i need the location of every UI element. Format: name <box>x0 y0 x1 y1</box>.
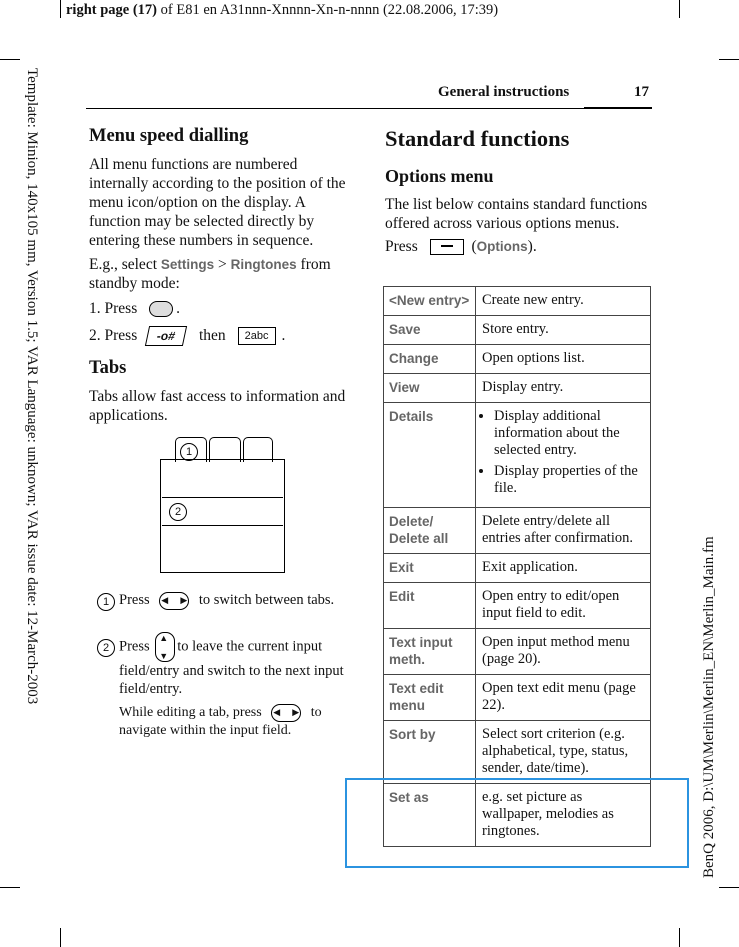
item-2-note <box>119 704 357 740</box>
item-1-text-b: to switch between tabs. <box>198 592 335 608</box>
option-key: Change <box>384 345 476 374</box>
item-1-text-a: Press <box>119 592 150 608</box>
header-rule-thick <box>584 107 652 109</box>
speed-dialling-heading: Menu speed dialling <box>89 126 249 146</box>
crop-mark <box>60 0 61 18</box>
item-2-text-b: to leave the current input field/entry and switch to the next input field/entry. <box>119 638 344 697</box>
step-1-num: 1. <box>89 300 101 317</box>
option-key: Text input meth. <box>384 629 476 675</box>
crop-mark <box>679 0 680 18</box>
page-number: 17 <box>634 84 649 100</box>
options-open: ( <box>471 238 477 255</box>
option-key: Sort by <box>384 721 476 784</box>
options-table-row <box>384 287 651 316</box>
step-2-end: . <box>281 327 286 344</box>
option-description: Store entry. <box>476 316 651 345</box>
left-margin-text: Template: Minion, 140x105 mm, Version 1.5; VAR Language: unknown; VAR issue date: 12-March-2003 <box>24 68 40 705</box>
option-description: Exit application. <box>476 554 651 583</box>
crop-mark <box>679 928 680 947</box>
crop-mark <box>60 928 61 947</box>
speed-dialling-para: All menu functions are numbered internally according to the position of the menu icon/option on the display. A function may be selected directly by entering these numbers in sequence. <box>89 156 346 249</box>
tabs-item-1 <box>97 591 357 610</box>
option-bullet: • Display additional information about the selected entry. <box>494 408 646 459</box>
option-description: Open options list. <box>476 345 651 374</box>
step-2-text: Press <box>104 327 138 344</box>
center-key-icon <box>149 301 173 317</box>
options-table-row <box>384 345 651 374</box>
left-column <box>89 126 354 425</box>
options-close: ). <box>527 238 537 255</box>
eg-settings: Settings <box>160 257 215 272</box>
eg-ringtones: Ringtones <box>230 257 297 272</box>
option-description: Delete entry/delete all entries after confirmation. <box>476 508 651 554</box>
soft-key-icon <box>430 239 464 255</box>
tabs-heading: Tabs <box>89 358 127 379</box>
print-header-rest: of E81 en A31nnn-Xnnnn-Xn-n-nnnn (22.08.2006, 17:39) <box>157 2 499 18</box>
standard-functions-heading: Standard functions <box>385 126 570 151</box>
item-2-note-a: While editing a tab, press <box>119 705 262 721</box>
option-key: Save <box>384 316 476 345</box>
option-description: Open text edit menu (page 22). <box>476 675 651 721</box>
options-menu-heading: Options menu <box>385 166 494 186</box>
header-rule <box>86 108 652 109</box>
options-press-line <box>385 237 651 256</box>
option-bullet: • Display properties of the file. <box>494 463 646 497</box>
option-description: e.g. set picture as wallpaper, melodies as ringtones. <box>476 784 651 847</box>
step-1 <box>89 299 354 318</box>
step-2-then: then <box>198 327 226 344</box>
option-description: Open input method menu (page 20). <box>476 629 651 675</box>
left-right-nav-icon-2: ◀ ▶ <box>271 704 301 722</box>
option-description <box>476 403 651 508</box>
print-header-label: right page (17) <box>66 2 158 18</box>
option-description: Display entry. <box>476 374 651 403</box>
callout-2-marker: 2 <box>97 639 115 657</box>
options-table-row <box>384 554 651 583</box>
key-2-icon <box>238 327 276 345</box>
options-table-row <box>384 721 651 784</box>
right-margin-text: BenQ 2006, D:\UM\Merlin\Merlin_EN\Merlin_Main.fm <box>701 536 717 878</box>
hash-key-label: -o# <box>155 329 177 344</box>
options-table-row <box>384 374 651 403</box>
step-1-text: Press <box>104 300 138 317</box>
option-key: View <box>384 374 476 403</box>
option-key: <New entry> <box>384 287 476 316</box>
tabs-illustration <box>160 437 286 573</box>
crop-mark <box>719 887 739 888</box>
options-table-row <box>384 675 651 721</box>
eg-sep: > <box>214 256 231 273</box>
option-key: Text edit menu <box>384 675 476 721</box>
option-description: Open entry to edit/open input field to edit. <box>476 583 651 629</box>
item-2-text-a: Press <box>119 638 150 655</box>
tabs-item-2 <box>97 632 357 740</box>
options-table-row <box>384 583 651 629</box>
crop-mark <box>0 59 20 60</box>
options-table-row <box>384 508 651 554</box>
press-text: Press <box>385 238 418 255</box>
option-key: Exit <box>384 554 476 583</box>
options-table-row <box>384 629 651 675</box>
eg-suffix: from standby mode: <box>89 256 331 292</box>
options-menu-para: The list below contains standard functions offered across various options menus. <box>385 196 648 232</box>
options-label: Options <box>476 239 528 254</box>
option-key: Delete/ Delete all <box>384 508 476 554</box>
step-1-end: . <box>176 300 180 317</box>
step-2-num: 2. <box>89 327 101 344</box>
crop-mark <box>719 59 739 60</box>
page-header-section: General instructions <box>438 84 570 100</box>
callout-2: 2 <box>169 503 187 521</box>
hash-key-icon <box>145 326 187 346</box>
right-column <box>385 126 651 256</box>
speed-dialling-example <box>89 255 354 293</box>
crop-mark <box>0 887 20 888</box>
step-2 <box>89 326 354 346</box>
option-description: Create new entry. <box>476 287 651 316</box>
eg-prefix: E.g., select <box>89 256 161 273</box>
highlight-box <box>345 778 689 868</box>
option-bullet-list <box>482 408 646 497</box>
callout-1-marker: 1 <box>97 593 115 611</box>
options-table-row <box>384 403 651 508</box>
left-right-nav-icon: ◀ ▶ <box>159 592 189 610</box>
option-key: Details <box>384 403 476 508</box>
tabs-para: Tabs allow fast access to information and applications. <box>89 388 346 425</box>
item-2-note-b: to navigate within the input field. <box>119 705 322 739</box>
options-table <box>383 286 651 847</box>
options-table-row <box>384 316 651 345</box>
up-down-nav-icon: ▲ ▼ <box>155 632 175 662</box>
option-description: Select sort criterion (e.g. alphabetical, type, status, sender, date/time). <box>476 721 651 784</box>
option-key: Set as <box>384 784 476 847</box>
option-key: Edit <box>384 583 476 629</box>
print-header <box>66 2 498 19</box>
callout-1: 1 <box>180 443 198 461</box>
key-2-label: 2abc <box>244 330 269 343</box>
